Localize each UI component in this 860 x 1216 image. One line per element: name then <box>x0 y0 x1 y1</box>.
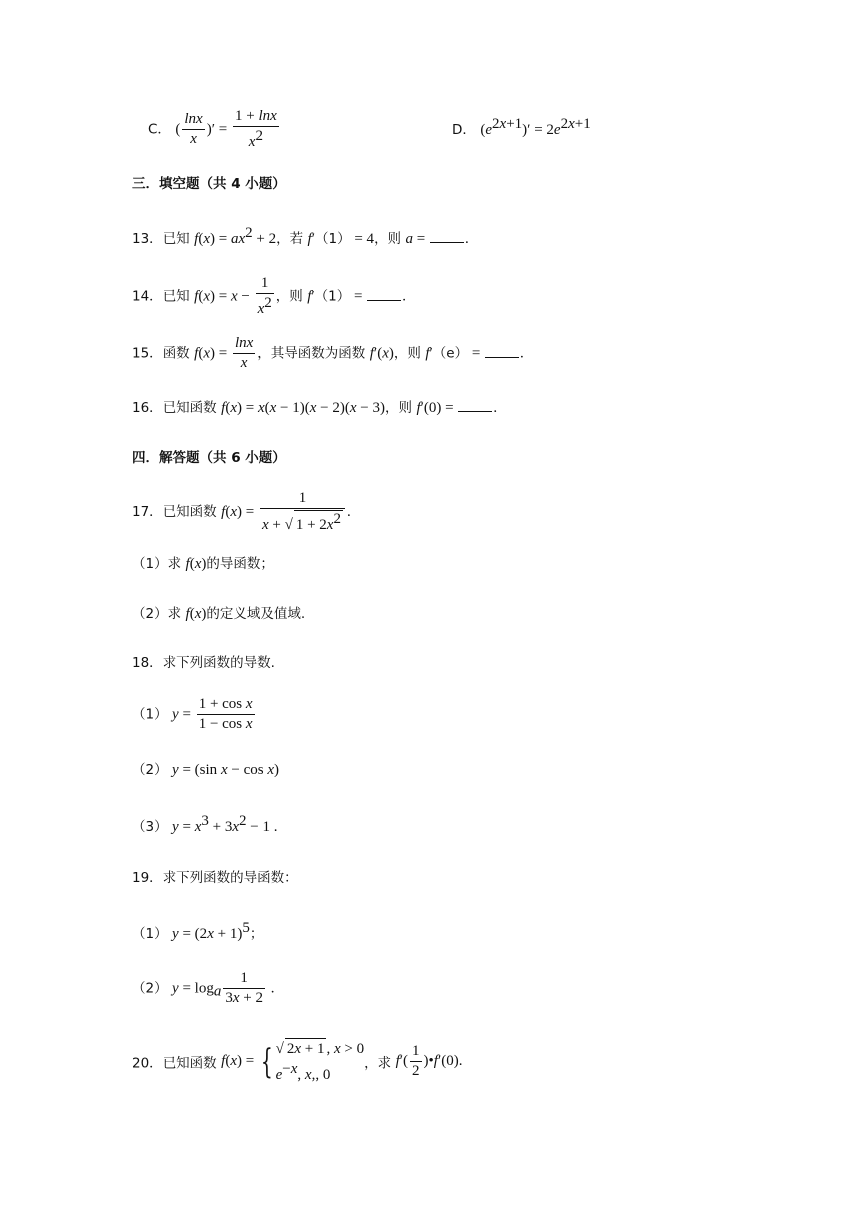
fraction: $\frac{1}{3x + 2}$ <box>225 970 263 1006</box>
answer-blank <box>485 356 519 358</box>
question-18-part-1: （1） y = $\frac{\text{1 + cos x}}{\text{1 − cos x}}$ <box>132 696 253 732</box>
question-19: 19．求下列函数的导函数： <box>132 870 298 886</box>
question-19-part-2: （2） $y = \log_a$ $\frac{1}{3x + 2}$ . <box>132 970 275 1006</box>
question-17-part-1: （1）求 f(x)的导函数； <box>132 556 274 572</box>
answer-blank <box>367 299 401 301</box>
question-14: 14．已知 f(x) = x − $\frac{1}{x^2}$ ，则 f′（1） = . <box>132 275 406 317</box>
question-17: 17．已知函数 f(x) = $\frac{1}{x + √ 1 + 2x^2}$ . <box>132 490 351 533</box>
answer-blank <box>458 410 492 412</box>
fraction: $\frac{\ln x}{x}$ <box>234 335 254 371</box>
option-d: D． $(e^{2x+1})' = 2e^{2x+1}$ <box>452 116 591 138</box>
section-heading-solve: 四．解答题（共 6 小题） <box>132 450 286 466</box>
question-18-part-3: （3） $y = x^3 + 3x^2 - 1$ . <box>132 813 278 835</box>
fraction: $\frac{1}{x + √ 1 + 2x^2}$ <box>260 490 345 534</box>
question-13: 13．已知 $f(x) = ax^2 + 2$，若 f′（1） = 4，则 a = . <box>132 225 469 247</box>
option-c-label: C． <box>148 121 171 138</box>
fraction: $\frac{1 + \ln x}{x^2}$ <box>234 108 277 150</box>
option-c: C． ( $\frac{\ln x}{x}$ )′ = $\frac{1 + \ln x}{x^2}$ <box>148 108 277 150</box>
fraction: $\frac{1}{2}$ <box>412 1043 420 1079</box>
question-19-part-1: （1） $y = (2x + 1)^5$； <box>132 920 264 942</box>
answer-blank <box>430 241 464 243</box>
option-d-label: D． <box>452 122 476 138</box>
piecewise-cases: √ 2x + 1 , x > 0 $e^{-x}$, x,, 0 <box>276 1038 365 1085</box>
fraction: $\frac{\text{1 + cos x}}{\text{1 − cos x}}$ <box>198 696 253 732</box>
question-17-part-2: （2）求 f(x)的定义域及值域. <box>132 606 306 622</box>
section-heading-fill-in: 三．填空题（共 4 小题） <box>132 176 286 192</box>
question-20: 20．已知函数 f(x) = { √ 2x + 1 , x > 0 $e^{-x}$, x,, 0 ，求 f′( $\frac{1}{2}$ )•f′(0). <box>132 1038 462 1085</box>
question-16: 16．已知函数 f(x) = x(x − 1)(x − 2)(x − 3)，则 f′(0) = . <box>132 400 498 416</box>
question-15: 15．函数 f(x) = $\frac{\ln x}{x}$ ，其导函数为函数 f′(x)，则 f′（e） = . <box>132 335 524 371</box>
fraction: $\frac{1}{x^2}$ <box>257 275 272 317</box>
question-18: 18．求下列函数的导数. <box>132 655 275 671</box>
left-brace: { <box>260 1041 273 1082</box>
question-18-part-2: （2） y = (sin x − cos x) <box>132 762 279 778</box>
fraction: $\frac{\ln x}{x}$ <box>184 111 203 147</box>
